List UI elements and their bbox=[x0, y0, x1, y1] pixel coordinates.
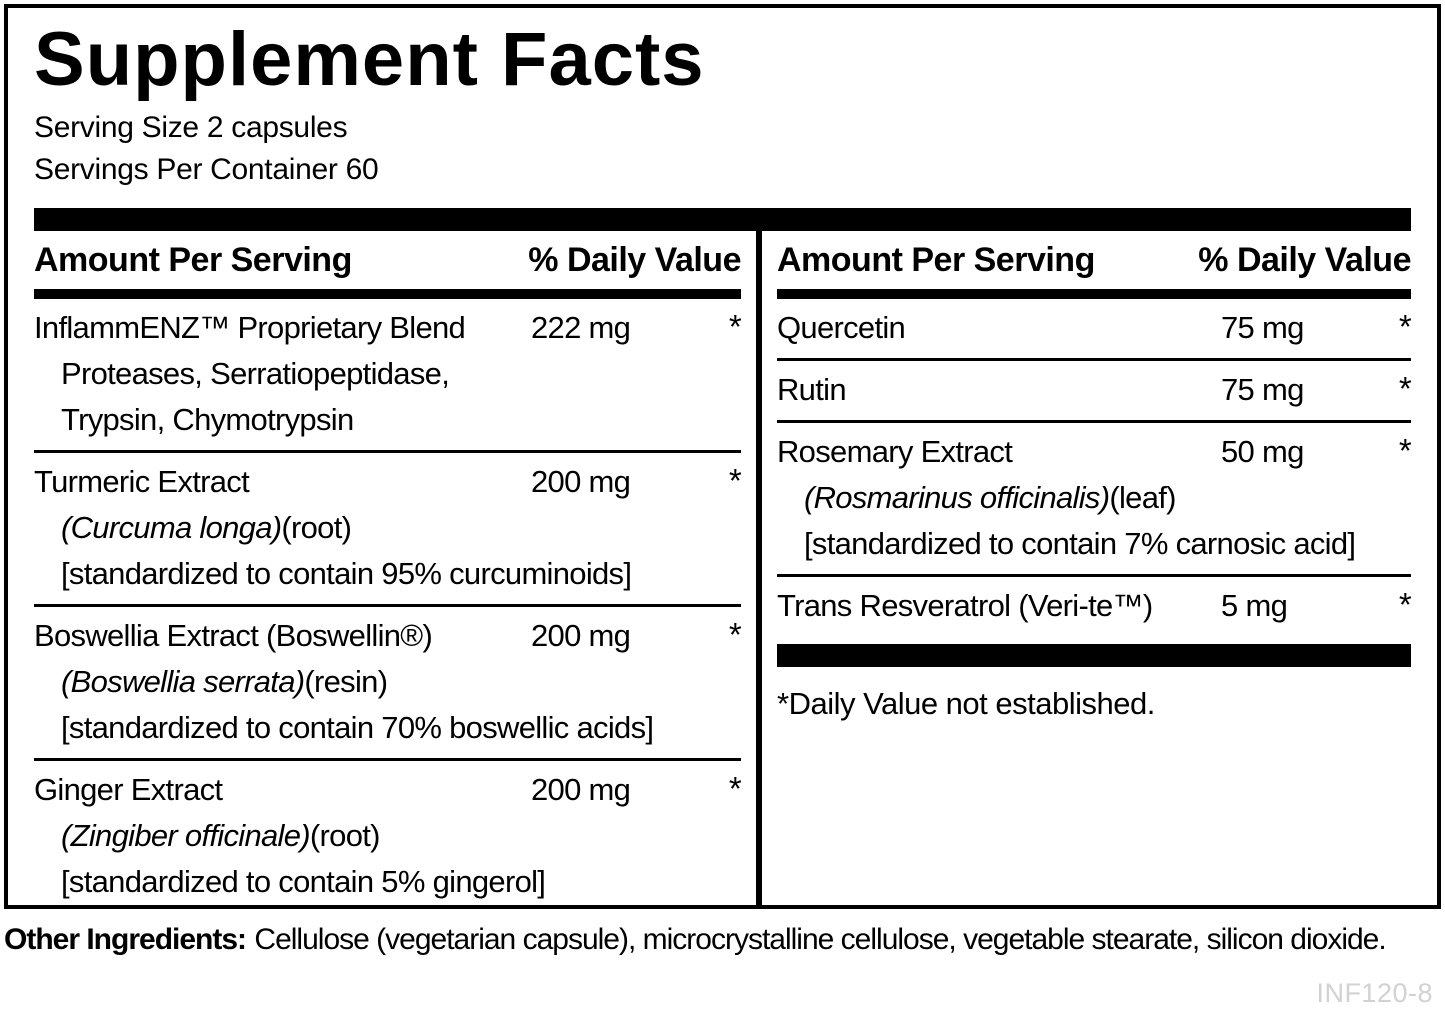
subline-italic: (Curcuma longa) bbox=[61, 509, 282, 545]
ingredient-main-line bbox=[777, 366, 1411, 413]
ingredient-amount: 200 mg bbox=[531, 617, 631, 653]
other-ingredients-text: Cellulose (vegetarian capsule), microcrystalline cellulose, vegetable stearate, silicon dioxide. bbox=[254, 923, 1386, 956]
left-column bbox=[34, 231, 741, 905]
subline-text: [standardized to contain 95% curcuminoids] bbox=[61, 555, 632, 591]
thick-rule-bar bbox=[34, 208, 1411, 231]
ingredient-amount: 75 mg bbox=[1221, 309, 1304, 345]
serving-info bbox=[34, 107, 1411, 191]
ingredient-name: Rosemary Extract bbox=[777, 433, 1013, 469]
subline-text: (leaf) bbox=[1109, 479, 1176, 515]
ingredient-subline bbox=[61, 859, 741, 905]
amount-per-serving-header: Amount Per Serving bbox=[777, 240, 1095, 279]
ingredient-subline bbox=[61, 551, 741, 597]
ingredient-name: Boswellia Extract (Boswellin®) bbox=[34, 617, 433, 653]
other-ingredients-label: Other Ingredients: bbox=[4, 923, 247, 956]
subline-text: (root) bbox=[281, 509, 352, 545]
other-ingredients bbox=[4, 916, 1424, 963]
ingredient-amount: 50 mg bbox=[1221, 433, 1304, 469]
ingredient-amount: 200 mg bbox=[531, 771, 631, 807]
ingredient-name: InflammENZ™ Proprietary Blend bbox=[34, 309, 466, 345]
ingredient-subline bbox=[61, 705, 741, 751]
ingredient-subline bbox=[804, 521, 1411, 567]
daily-value-asterisk: * bbox=[728, 461, 741, 499]
daily-value-asterisk: * bbox=[728, 615, 741, 653]
ingredient-name: Turmeric Extract bbox=[34, 463, 250, 499]
product-code: INF120-8 bbox=[1316, 978, 1433, 1008]
ingredient-amount: 200 mg bbox=[531, 463, 631, 499]
right-column-header bbox=[777, 231, 1411, 289]
ingredient-main-line bbox=[777, 304, 1411, 351]
page-title: Supplement Facts bbox=[34, 17, 705, 102]
ingredient-main-line bbox=[34, 304, 741, 351]
daily-value-asterisk: * bbox=[1398, 307, 1411, 345]
ingredient-subline bbox=[804, 475, 1411, 521]
header-rule-bar bbox=[34, 289, 741, 299]
table-row bbox=[777, 299, 1411, 358]
ingredient-name: Trans Resveratrol (Veri-te™) bbox=[777, 587, 1153, 623]
subline-text: (root) bbox=[309, 817, 380, 853]
ingredient-main-line bbox=[777, 428, 1411, 475]
serving-size: Serving Size 2 capsules bbox=[34, 110, 348, 144]
servings-per-container: Servings Per Container 60 bbox=[34, 152, 379, 186]
daily-value-footnote: *Daily Value not established. bbox=[777, 685, 1155, 721]
table-row bbox=[777, 358, 1411, 420]
ingredient-name: Rutin bbox=[777, 371, 846, 407]
ingredient-main-line bbox=[777, 582, 1411, 629]
subline-text: (resin) bbox=[304, 663, 388, 699]
subline-text: [standardized to contain 5% gingerol] bbox=[61, 863, 546, 899]
ingredient-main-line bbox=[34, 458, 741, 505]
daily-value-asterisk: * bbox=[728, 307, 741, 345]
amount-per-serving-header: Amount Per Serving bbox=[34, 240, 352, 279]
ingredient-main-line bbox=[34, 766, 741, 813]
table-row bbox=[777, 574, 1411, 636]
subline-italic: (Rosmarinus officinalis) bbox=[804, 479, 1110, 515]
table-row bbox=[777, 420, 1411, 574]
table-row bbox=[34, 604, 741, 758]
ingredient-subline bbox=[61, 397, 741, 443]
ingredient-subline bbox=[61, 505, 741, 551]
subline-text: [standardized to contain 70% boswellic acids] bbox=[61, 709, 654, 745]
ingredient-name: Ginger Extract bbox=[34, 771, 223, 807]
ingredient-name: Quercetin bbox=[777, 309, 906, 345]
subline-italic: (Zingiber officinale) bbox=[61, 817, 310, 853]
subline-text: Proteases, Serratiopeptidase, bbox=[61, 355, 450, 391]
left-column-header bbox=[34, 231, 741, 289]
daily-value-header: % Daily Value bbox=[1198, 240, 1411, 279]
header-rule-bar bbox=[777, 289, 1411, 299]
table-row bbox=[34, 299, 741, 450]
ingredient-subline bbox=[61, 659, 741, 705]
ingredient-amount: 222 mg bbox=[531, 309, 631, 345]
subline-text: [standardized to contain 7% carnosic acid] bbox=[804, 525, 1356, 561]
facts-columns bbox=[34, 231, 1411, 905]
column-divider bbox=[756, 231, 762, 905]
ingredient-amount: 75 mg bbox=[1221, 371, 1304, 407]
table-row bbox=[34, 758, 741, 912]
supplement-facts-panel bbox=[4, 4, 1441, 909]
ingredient-amount: 5 mg bbox=[1221, 587, 1288, 623]
daily-value-asterisk: * bbox=[1398, 585, 1411, 623]
subline-text: Trypsin, Chymotrypsin bbox=[61, 401, 354, 437]
ingredient-subline bbox=[61, 813, 741, 859]
right-column bbox=[777, 231, 1411, 905]
ingredient-main-line bbox=[34, 612, 741, 659]
daily-value-asterisk: * bbox=[1398, 369, 1411, 407]
daily-value-header: % Daily Value bbox=[528, 240, 741, 279]
footnote-rule-bar bbox=[777, 644, 1411, 667]
ingredient-subline bbox=[61, 351, 741, 397]
table-row bbox=[34, 450, 741, 604]
daily-value-asterisk: * bbox=[1398, 431, 1411, 469]
daily-value-asterisk: * bbox=[728, 769, 741, 807]
subline-italic: (Boswellia serrata) bbox=[61, 663, 305, 699]
